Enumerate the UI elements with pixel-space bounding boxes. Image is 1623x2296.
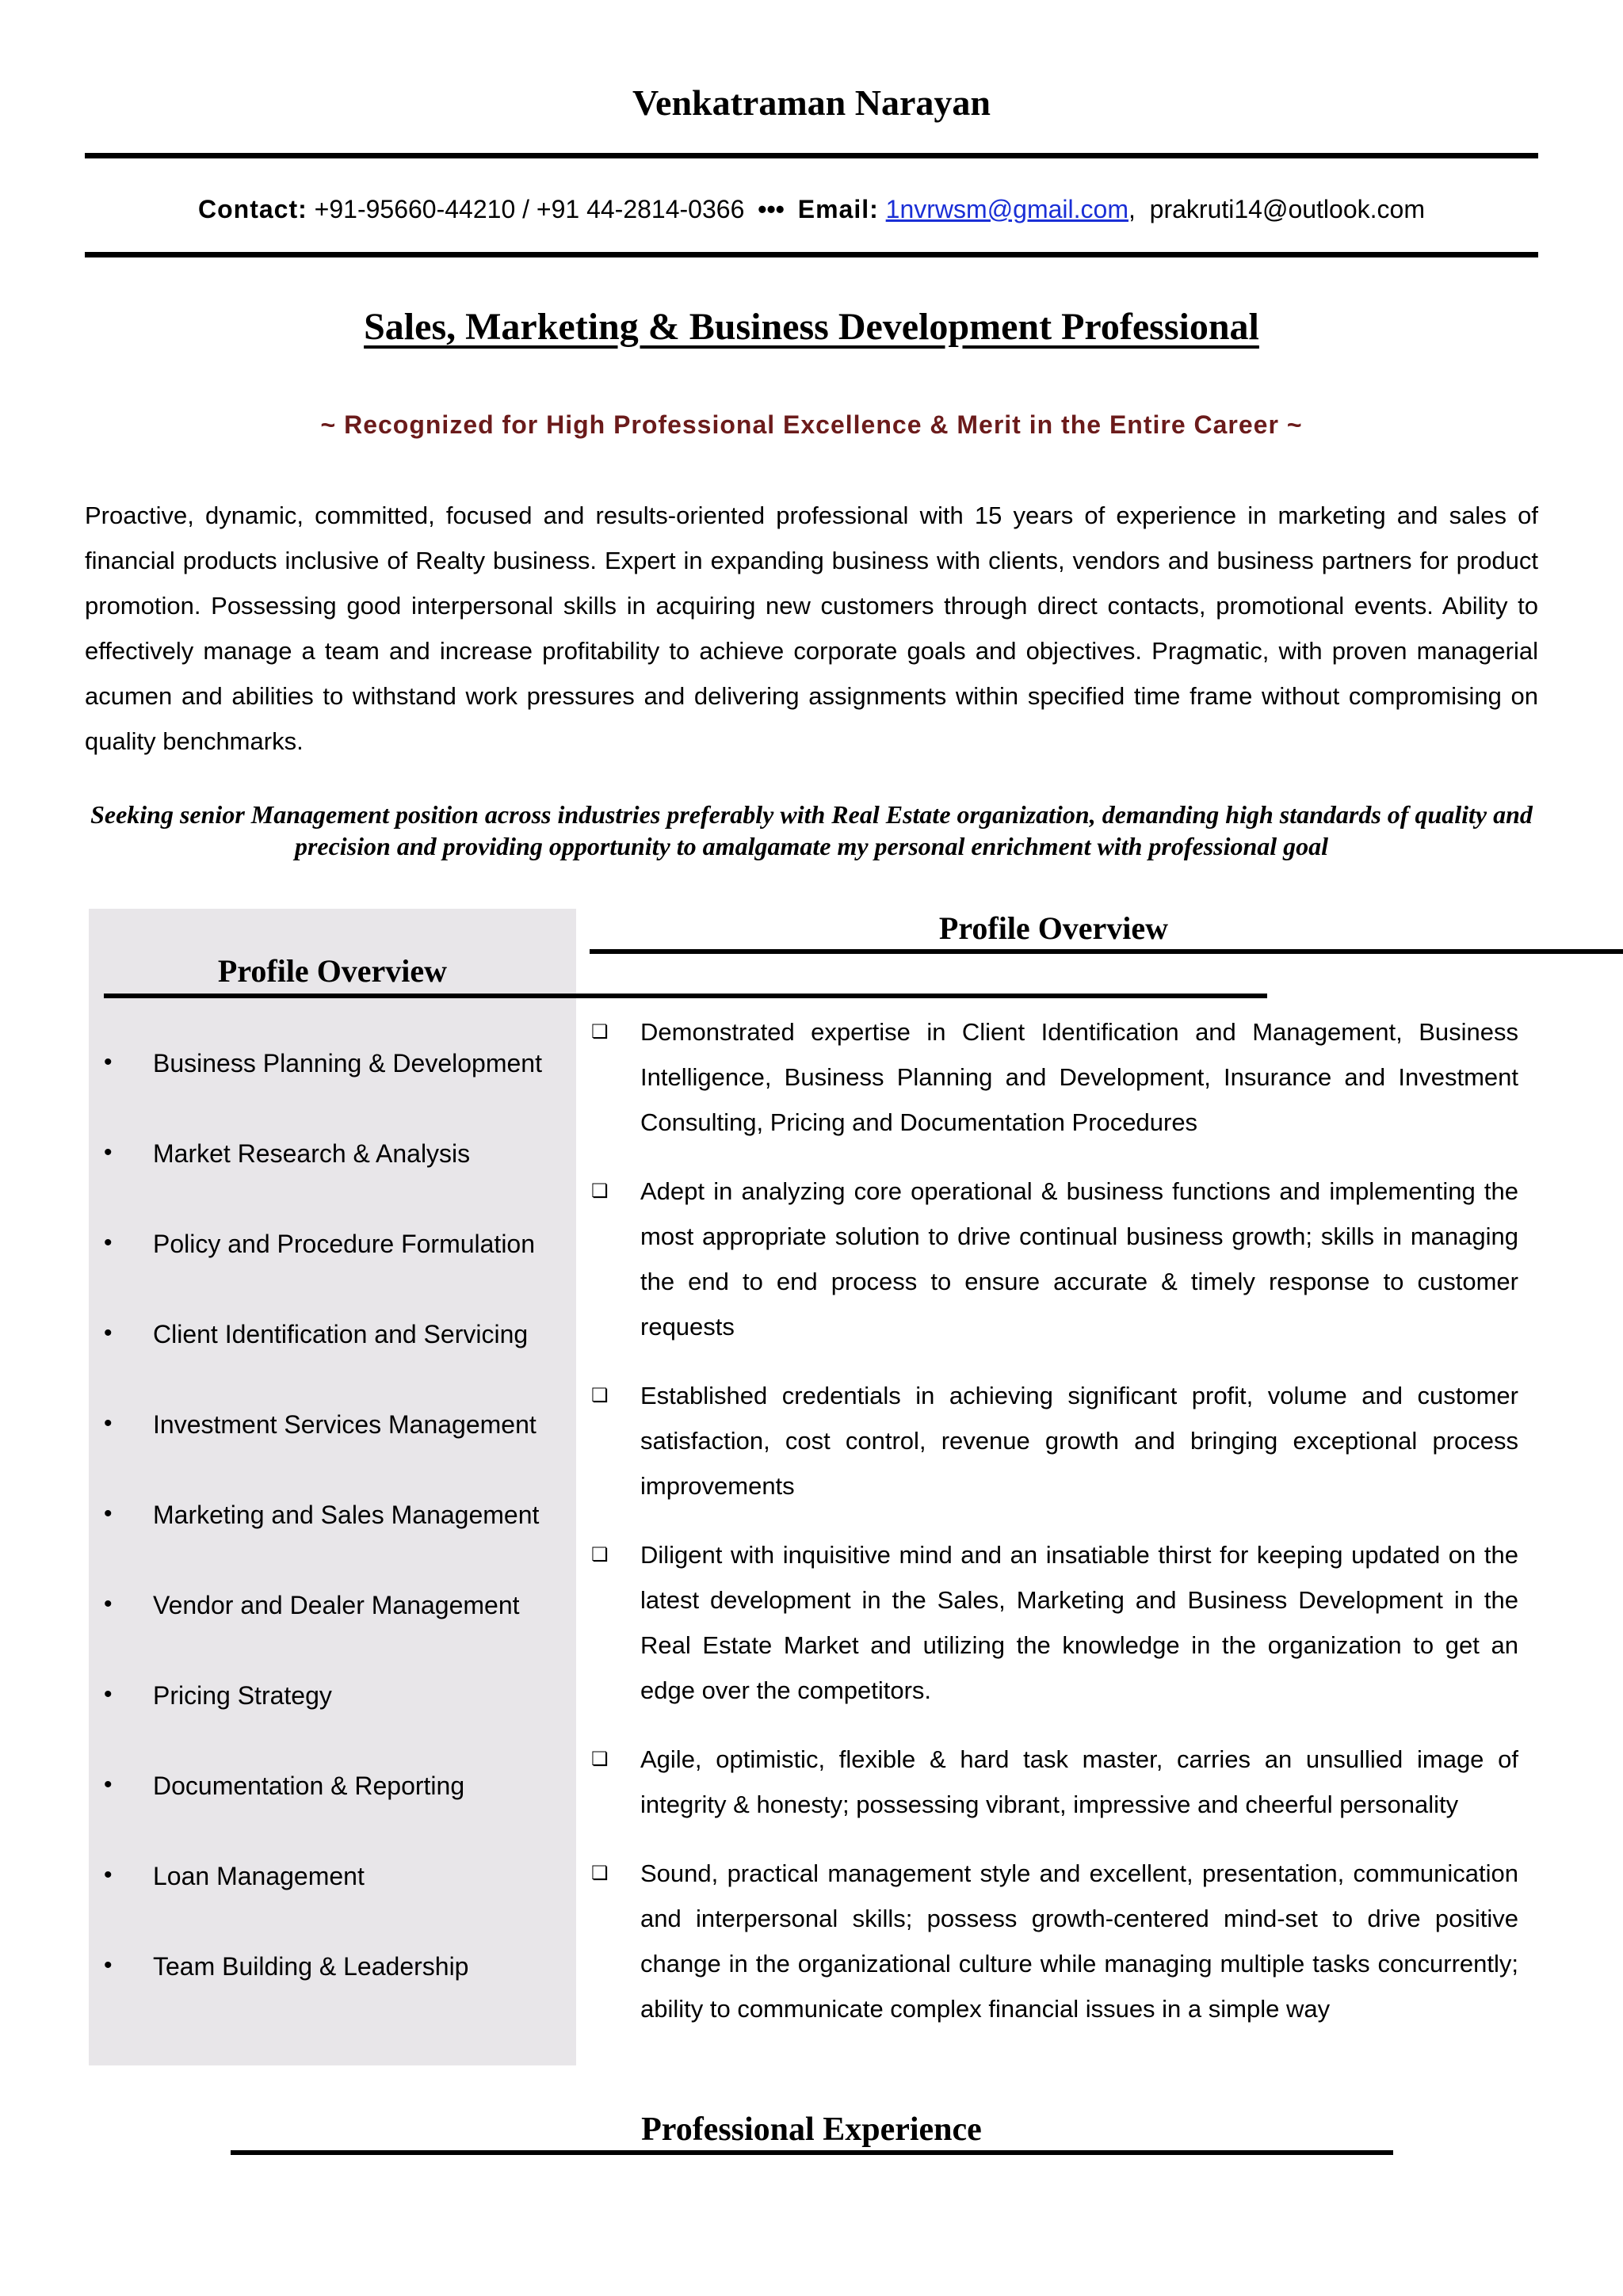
skills-list <box>101 1049 577 2042</box>
skill-item: • Policy and Procedure Formulation <box>101 1230 577 1320</box>
profile-title-rule <box>590 949 1623 954</box>
skill-item: • Client Identification and Servicing <box>101 1320 577 1410</box>
skill-item: • Business Planning & Development <box>101 1049 577 1139</box>
contact-line: Contact: +91-95660-44210 / +91 44-2814-0366 ••• Email: 1nvrwsm@gmail.com, prakruti14@outlook.com <box>198 195 1425 223</box>
experience-section-title: Professional Experience <box>641 2111 982 2148</box>
primary-email-link[interactable]: 1nvrwsm@gmail.com <box>885 195 1128 223</box>
skill-item: • Documentation & Reporting <box>101 1772 577 1862</box>
skill-item: • Vendor and Dealer Management <box>101 1591 577 1681</box>
skill-item: • Marketing and Sales Management <box>101 1501 577 1591</box>
experience-title-rule <box>231 2150 1393 2155</box>
profile-point: ❏ Diligent with inquisitive mind and an insatiable thirst for keeping updated on the latest development in the Sales, Marketing and Business Development in the Real Estate Market and utilizing the knowledge in the organization to get an edge over the competitors. <box>590 1532 1518 1713</box>
header-top-rule <box>85 153 1538 158</box>
profile-point: ❏ Established credentials in achieving significant profit, volume and customer satisfaction, cost control, revenue growth and bringing exceptional process improvements <box>590 1373 1518 1508</box>
secondary-email: prakruti14@outlook.com <box>1149 195 1425 223</box>
skill-item: • Market Research & Analysis <box>101 1139 577 1230</box>
career-objective: Seeking senior Management position across industries preferably with Real Estate organization, demanding high standards of quality and precision and providing opportunity to amalgamate my personal enrichment with professional goal <box>90 800 1533 860</box>
contact-label: Contact: <box>198 195 307 223</box>
skill-item: • Pricing Strategy <box>101 1681 577 1772</box>
candidate-name: Venkatraman Narayan <box>632 82 991 123</box>
contact-separator: ••• <box>758 195 785 223</box>
skill-item: • Team Building & Leadership <box>101 1952 577 2042</box>
skills-title-rule <box>104 994 1267 998</box>
profile-point: ❏ Adept in analyzing core operational & business functions and implementing the most appropriate solution to drive continual business growth; skills in managing the end to end process to ensure accurate & timely response to customer requests <box>590 1169 1518 1349</box>
skill-item: • Loan Management <box>101 1862 577 1952</box>
skills-section-title: Profile Overview <box>217 953 448 989</box>
recognition-tagline: ~ Recognized for High Professional Excellence & Merit in the Entire Career ~ <box>320 410 1303 439</box>
skill-item: • Investment Services Management <box>101 1410 577 1501</box>
profile-point: ❏ Demonstrated expertise in Client Identification and Management, Business Intelligence, Business Planning and Development, Insurance and Investment Consulting, Pricing and Documentation Procedures <box>590 1009 1518 1145</box>
professional-headline: Sales, Marketing & Business Development Professional <box>364 306 1259 348</box>
phone-numbers: +91-95660-44210 / +91 44-2814-0366 <box>314 195 745 223</box>
professional-summary: Proactive, dynamic, committed, focused and results-oriented professional with 15 years of experience in marketing and sales of financial products inclusive of Realty business. Expert in expanding business with clients, vendors and business partners for product promotion. Possessing good interpersonal skills in acquiring new customers through direct contacts, promotional events. Ability to effectively manage a team and increase profitability to achieve corporate goals and objectives. Pragmatic, with proven managerial acumen and abilities to withstand work pressures and delivering assignments within specified time frame without compromising on quality benchmarks. <box>85 502 1538 755</box>
email-label: Email: <box>797 195 879 223</box>
profile-section-title: Profile Overview <box>938 910 1169 946</box>
profile-point: ❏ Agile, optimistic, flexible & hard task master, carries an unsullied image of integrity & honesty; possessing vibrant, impressive and cheerful personality <box>590 1737 1518 1827</box>
profile-points-list <box>590 1009 1518 2055</box>
header-bottom-rule <box>85 252 1538 257</box>
profile-point: ❏ Sound, practical management style and excellent, presentation, communication and interpersonal skills; possess growth-centered mind-set to drive positive change in the organizational culture while managing multiple tasks concurrently; ability to communicate complex financial issues in a simple way <box>590 1851 1518 2031</box>
